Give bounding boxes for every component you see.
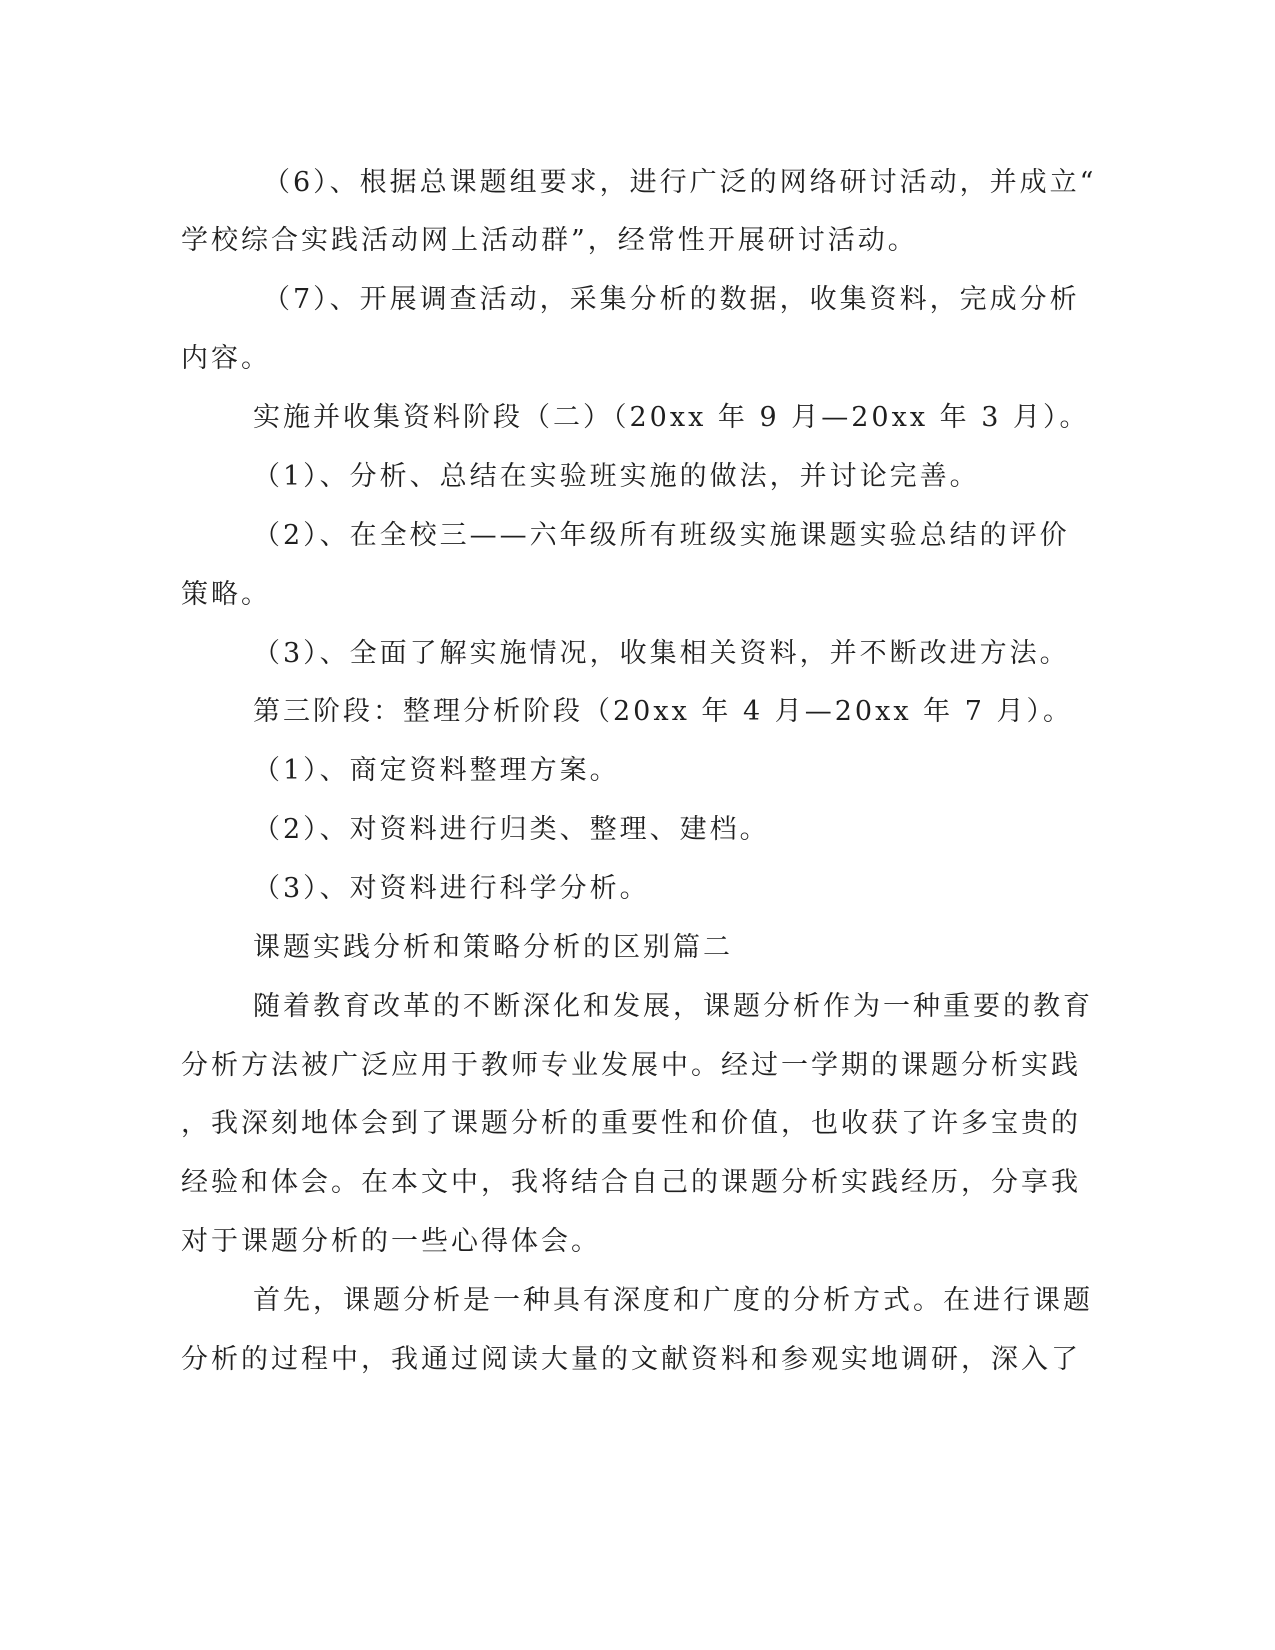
text-line: 分析的过程中，我通过阅读大量的文献资料和参观实地调研，深入了 (181, 1344, 1081, 1375)
text-line: （7）、开展调查活动，采集分析的数据，收集资料，完成分析 (263, 284, 1080, 315)
text-line: （2）、在全校三——六年级所有班级实施课题实验总结的评价 (253, 520, 1070, 551)
text-line: 随着教育改革的不断深化和发展，课题分析作为一种重要的教育 (253, 991, 1093, 1022)
text-line: 实施并收集资料阶段（二）（20xx 年 9 月—20xx 年 3 月）。 (253, 402, 1090, 433)
text-line: 首先，课题分析是一种具有深度和广度的分析方式。在进行课题 (253, 1285, 1093, 1316)
text-line: 内容。 (181, 343, 271, 374)
text-line: （1）、分析、总结在实验班实施的做法，并讨论完善。 (253, 461, 980, 492)
text-line: 学校综合实践活动网上活动群”，经常性开展研讨活动。 (181, 225, 918, 256)
section-heading: 课题实践分析和策略分析的区别篇二 (253, 932, 733, 963)
text-line: （6）、根据总课题组要求，进行广泛的网络研讨活动，并成立“ (263, 167, 1097, 198)
text-line: 经验和体会。在本文中，我将结合自己的课题分析实践经历，分享我 (181, 1167, 1081, 1198)
text-line: （3）、对资料进行科学分析。 (253, 873, 650, 904)
text-line: 分析方法被广泛应用于教师专业发展中。经过一学期的课题分析实践 (181, 1050, 1081, 1081)
text-line: 策略。 (181, 579, 271, 610)
text-line: 第三阶段：整理分析阶段（20xx 年 4 月—20xx 年 7 月）。 (253, 696, 1073, 727)
text-line: （3）、全面了解实施情况，收集相关资料，并不断改进方法。 (253, 638, 1070, 669)
text-line: 对于课题分析的一些心得体会。 (181, 1226, 601, 1257)
text-line: （1）、商定资料整理方案。 (253, 755, 620, 786)
text-line: （2）、对资料进行归类、整理、建档。 (253, 814, 770, 845)
text-line: ，我深刻地体会到了课题分析的重要性和价值，也收获了许多宝贵的 (181, 1108, 1081, 1139)
